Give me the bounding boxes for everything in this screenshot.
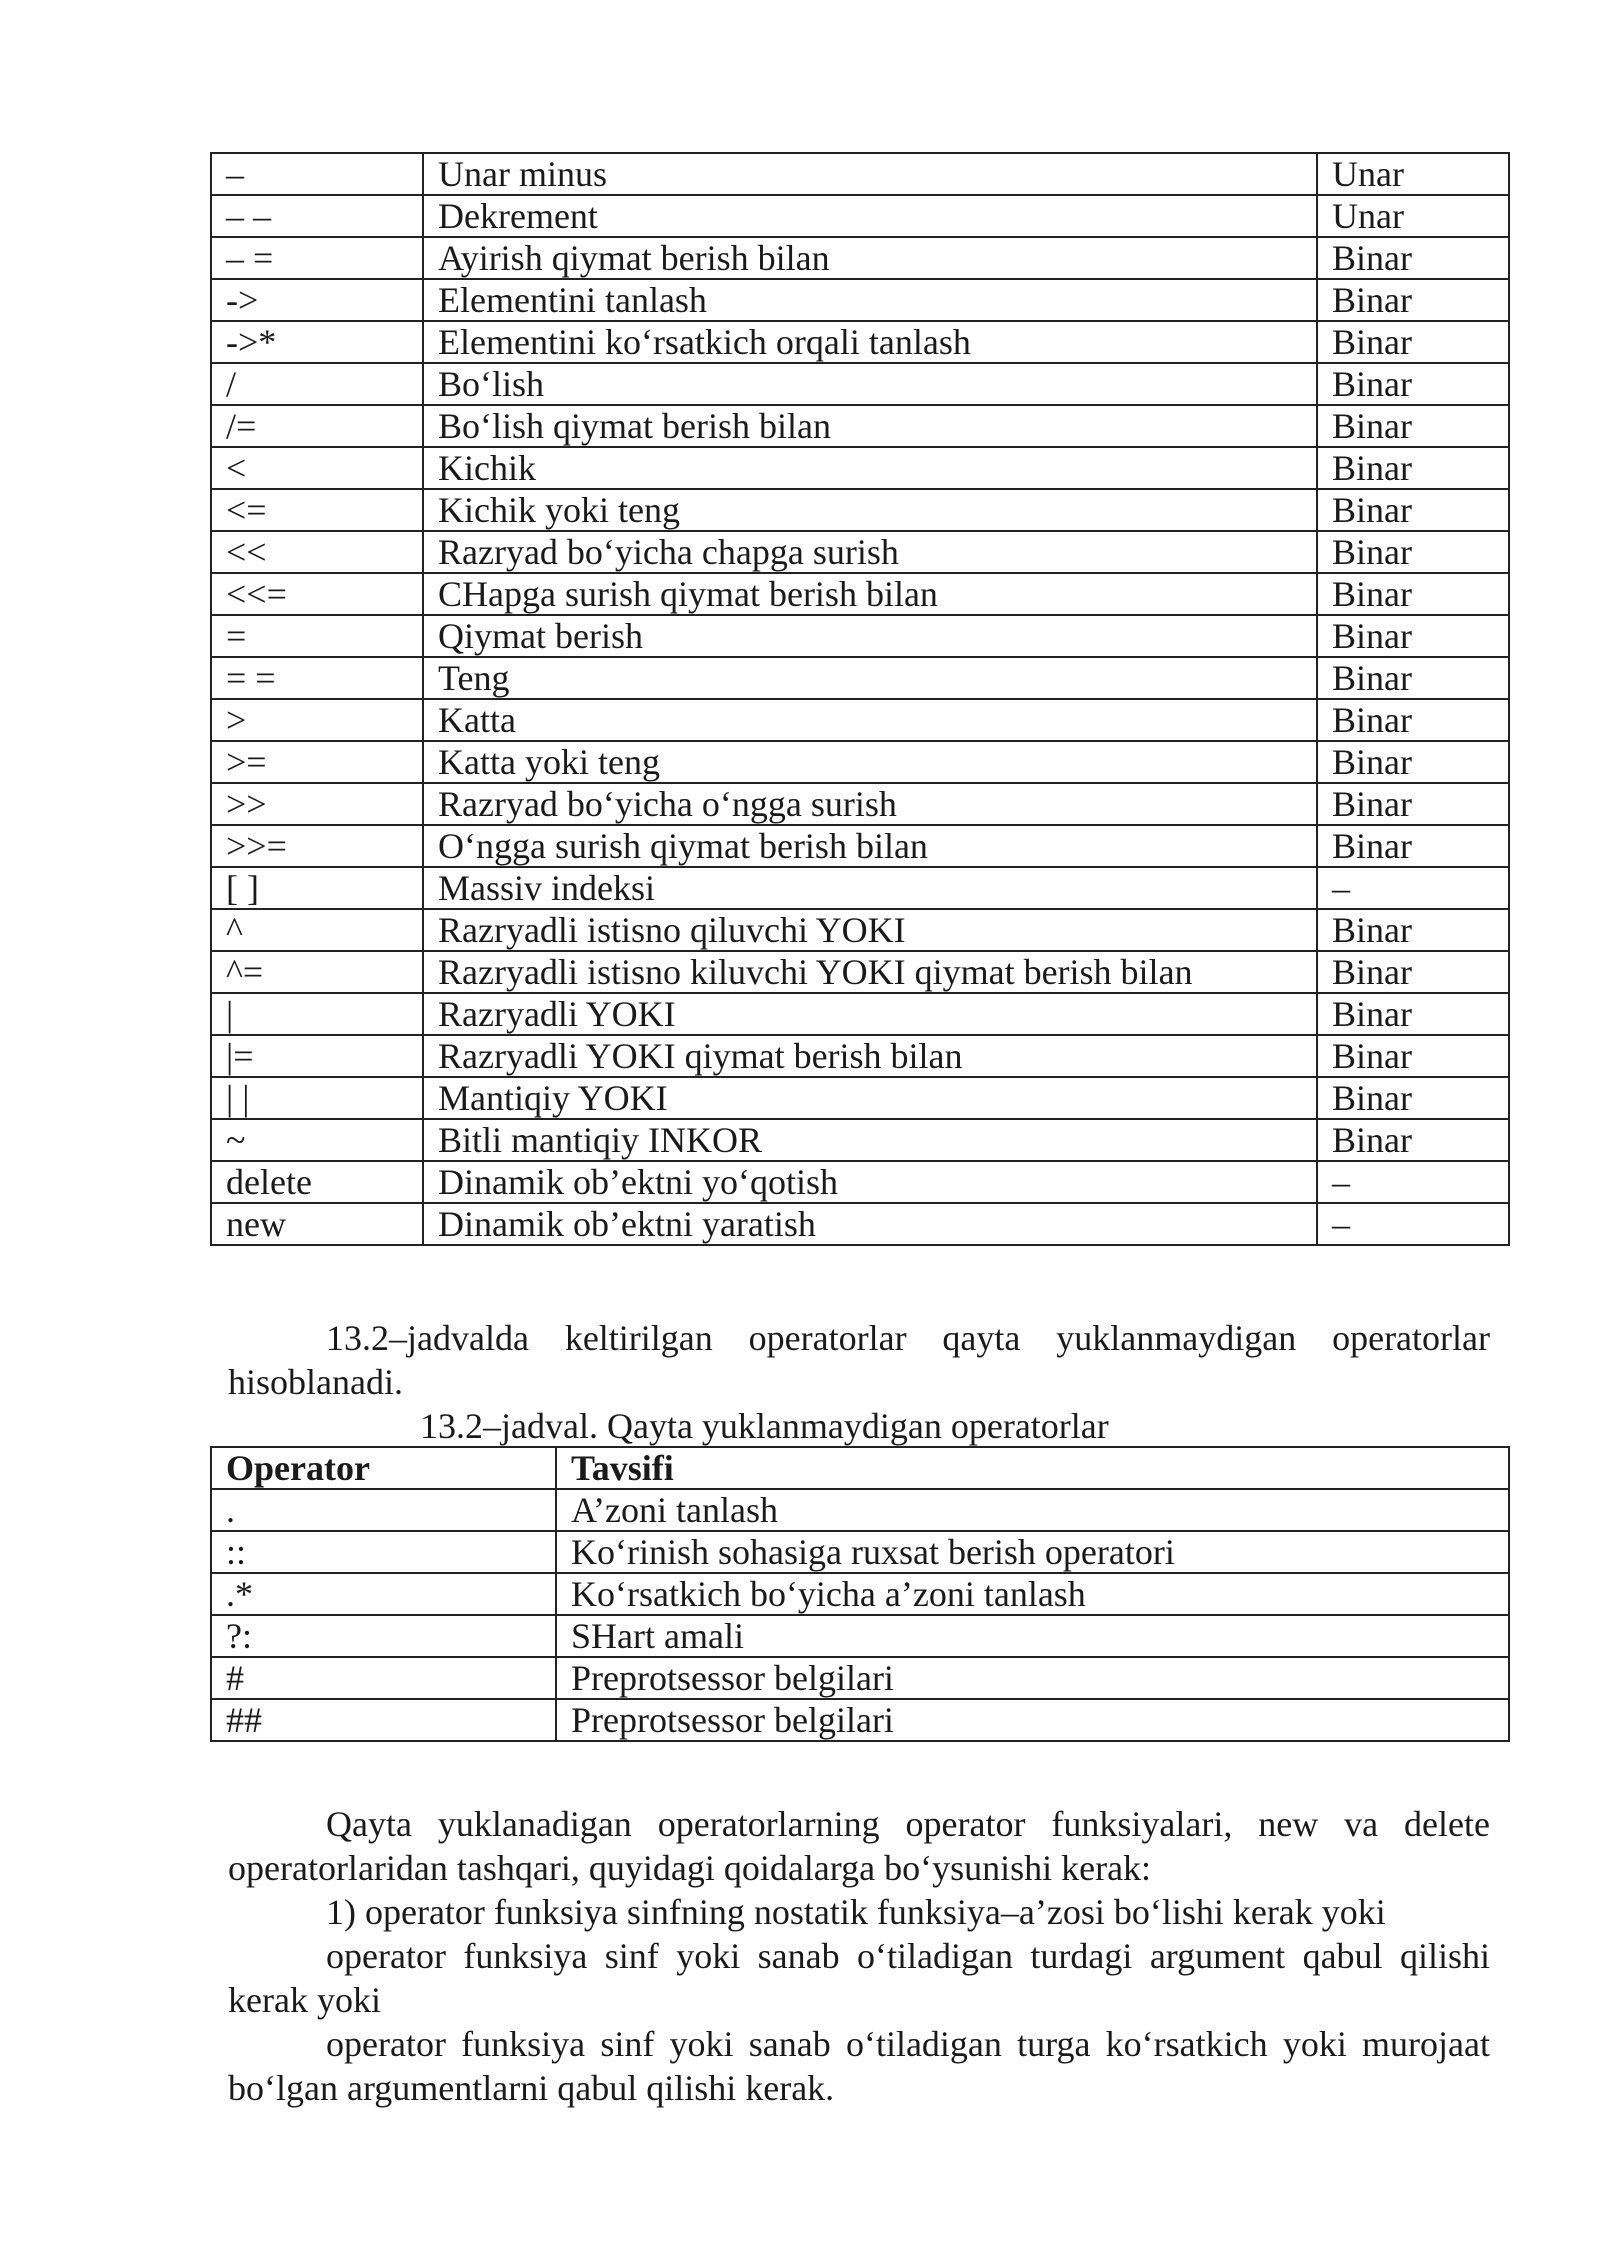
operator-cell: ~: [211, 1119, 423, 1161]
description-cell: Katta: [423, 699, 1317, 741]
table-row: [211, 1699, 1509, 1741]
table-row: [211, 153, 1509, 195]
operator-cell: ^=: [211, 951, 423, 993]
table-row: [211, 1531, 1509, 1573]
table-row: [211, 1161, 1509, 1203]
table-caption: 13.2–jadval. Qayta yuklanmaydigan operatorlar: [420, 1406, 1109, 1446]
operator-cell: = =: [211, 657, 423, 699]
type-cell: Binar: [1317, 405, 1509, 447]
table-row: [211, 783, 1509, 825]
table-row: [211, 1573, 1509, 1615]
table-row: [211, 531, 1509, 573]
type-cell: Binar: [1317, 657, 1509, 699]
type-cell: Binar: [1317, 615, 1509, 657]
description-cell: Razryadli istisno kiluvchi YOKI qiymat berish bilan: [423, 951, 1317, 993]
table-row: [211, 1035, 1509, 1077]
operator-cell: <<: [211, 531, 423, 573]
type-cell: Binar: [1317, 741, 1509, 783]
description-cell: Massiv indeksi: [423, 867, 1317, 909]
table-row: [211, 573, 1509, 615]
type-cell: Binar: [1317, 783, 1509, 825]
operator-cell: <<=: [211, 573, 423, 615]
table-row: [211, 867, 1509, 909]
rule-1: 1) operator funksiya sinfning nostatik funksiya–a’zosi bo‘lishi kerak yoki: [326, 1892, 1386, 1932]
table-header-row: [211, 1447, 1509, 1489]
table-row: [211, 699, 1509, 741]
table-row: [211, 657, 1509, 699]
table-row: [211, 909, 1509, 951]
header-operator: Operator: [211, 1447, 556, 1489]
description-cell: Katta yoki teng: [423, 741, 1317, 783]
table-row: [211, 1203, 1509, 1245]
type-cell: –: [1317, 1203, 1509, 1245]
type-cell: Binar: [1317, 279, 1509, 321]
non-overloadable-table: [210, 1446, 1510, 1742]
operator-cell: ##: [211, 1699, 556, 1741]
table-row: [211, 363, 1509, 405]
operator-cell: ^: [211, 909, 423, 951]
rule-2: operator funksiya sinf yoki sanab o‘tiladigan turdagi argument qabul qilishi kerak yoki: [228, 1936, 1490, 2020]
operator-cell: |=: [211, 1035, 423, 1077]
description-cell: Bo‘lish: [423, 363, 1317, 405]
operator-cell: new: [211, 1203, 423, 1245]
operator-cell: >>: [211, 783, 423, 825]
description-cell: CHapga surish qiymat berish bilan: [423, 573, 1317, 615]
operator-cell: #: [211, 1657, 556, 1699]
table-row: [211, 825, 1509, 867]
operator-cell: /=: [211, 405, 423, 447]
operator-cell: |: [211, 993, 423, 1035]
operator-cell: – =: [211, 237, 423, 279]
operator-cell: [ ]: [211, 867, 423, 909]
type-cell: Binar: [1317, 699, 1509, 741]
description-cell: Ayirish qiymat berish bilan: [423, 237, 1317, 279]
type-cell: Binar: [1317, 531, 1509, 573]
description-cell: Dekrement: [423, 195, 1317, 237]
type-cell: Unar: [1317, 195, 1509, 237]
description-cell: Teng: [423, 657, 1317, 699]
type-cell: –: [1317, 867, 1509, 909]
table-row: [211, 1119, 1509, 1161]
type-cell: Binar: [1317, 573, 1509, 615]
operator-cell: >>=: [211, 825, 423, 867]
type-cell: Binar: [1317, 825, 1509, 867]
description-cell: Preprotsessor belgilari: [556, 1657, 1509, 1699]
table-row: [211, 993, 1509, 1035]
table-row: [211, 1657, 1509, 1699]
type-cell: Binar: [1317, 447, 1509, 489]
description-cell: Razryad bo‘yicha chapga surish: [423, 531, 1317, 573]
table-row: [211, 489, 1509, 531]
operator-cell: =: [211, 615, 423, 657]
description-cell: Bitli mantiqiy INKOR: [423, 1119, 1317, 1161]
operator-cell: .*: [211, 1573, 556, 1615]
operator-cell: – –: [211, 195, 423, 237]
description-cell: Preprotsessor belgilari: [556, 1699, 1509, 1741]
operator-cell: ::: [211, 1531, 556, 1573]
operator-cell: | |: [211, 1077, 423, 1119]
description-cell: Ko‘rsatkich bo‘yicha a’zoni tanlash: [556, 1573, 1509, 1615]
type-cell: Binar: [1317, 363, 1509, 405]
description-cell: SHart amali: [556, 1615, 1509, 1657]
type-cell: Binar: [1317, 1119, 1509, 1161]
description-cell: Mantiqiy YOKI: [423, 1077, 1317, 1119]
operator-cell: >: [211, 699, 423, 741]
description-cell: Razryadli YOKI: [423, 993, 1317, 1035]
description-cell: Kichik: [423, 447, 1317, 489]
operator-cell: <=: [211, 489, 423, 531]
operator-cell: /: [211, 363, 423, 405]
operators-table: [210, 152, 1510, 1246]
description-cell: Razryadli istisno qiluvchi YOKI: [423, 909, 1317, 951]
description-cell: Dinamik ob’ektni yo‘qotish: [423, 1161, 1317, 1203]
table-row: [211, 1489, 1509, 1531]
non-overloadable-table-body: [211, 1489, 1509, 1741]
description-cell: Kichik yoki teng: [423, 489, 1317, 531]
type-cell: Binar: [1317, 1035, 1509, 1077]
description-cell: Dinamik ob’ektni yaratish: [423, 1203, 1317, 1245]
type-cell: Binar: [1317, 489, 1509, 531]
intro-paragraph: 13.2–jadvalda keltirilgan operatorlar qayta yuklanmaydigan operatorlar hisoblanadi.: [228, 1318, 1490, 1402]
type-cell: –: [1317, 1161, 1509, 1203]
description-cell: Ko‘rinish sohasiga ruxsat berish operatori: [556, 1531, 1509, 1573]
description-cell: Bo‘lish qiymat berish bilan: [423, 405, 1317, 447]
rule-3: operator funksiya sinf yoki sanab o‘tiladigan turga ko‘rsatkich yoki murojaat bo‘lgan argumentlarni qabul qilishi kerak.: [228, 2024, 1490, 2108]
rules-paragraph: Qayta yuklanadigan operatorlarning operator funksiyalari, new va delete operatorlaridan tashqari, quyidagi qoidalarga bo‘ysunishi kerak:: [228, 1804, 1490, 1888]
description-cell: Qiymat berish: [423, 615, 1317, 657]
operator-cell: delete: [211, 1161, 423, 1203]
type-cell: Binar: [1317, 993, 1509, 1035]
operator-cell: .: [211, 1489, 556, 1531]
table-row: [211, 279, 1509, 321]
operator-cell: –: [211, 153, 423, 195]
description-cell: Elementini ko‘rsatkich orqali tanlash: [423, 321, 1317, 363]
table-row: [211, 237, 1509, 279]
type-cell: Binar: [1317, 951, 1509, 993]
operator-cell: >=: [211, 741, 423, 783]
table-row: [211, 447, 1509, 489]
operator-cell: ->*: [211, 321, 423, 363]
description-cell: Razryadli YOKI qiymat berish bilan: [423, 1035, 1317, 1077]
table-row: [211, 1615, 1509, 1657]
description-cell: O‘ngga surish qiymat berish bilan: [423, 825, 1317, 867]
type-cell: Binar: [1317, 237, 1509, 279]
table-row: [211, 321, 1509, 363]
type-cell: Binar: [1317, 321, 1509, 363]
type-cell: Binar: [1317, 909, 1509, 951]
table-row: [211, 1077, 1509, 1119]
operator-cell: <: [211, 447, 423, 489]
type-cell: Binar: [1317, 1077, 1509, 1119]
table-row: [211, 615, 1509, 657]
operator-cell: ?:: [211, 1615, 556, 1657]
description-cell: A’zoni tanlash: [556, 1489, 1509, 1531]
table-row: [211, 195, 1509, 237]
operators-table-body: [211, 153, 1509, 1245]
type-cell: Unar: [1317, 153, 1509, 195]
description-cell: Razryad bo‘yicha o‘ngga surish: [423, 783, 1317, 825]
header-description: Tavsifi: [556, 1447, 1509, 1489]
table-row: [211, 405, 1509, 447]
table-row: [211, 951, 1509, 993]
table-row: [211, 741, 1509, 783]
description-cell: Elementini tanlash: [423, 279, 1317, 321]
operator-cell: ->: [211, 279, 423, 321]
description-cell: Unar minus: [423, 153, 1317, 195]
